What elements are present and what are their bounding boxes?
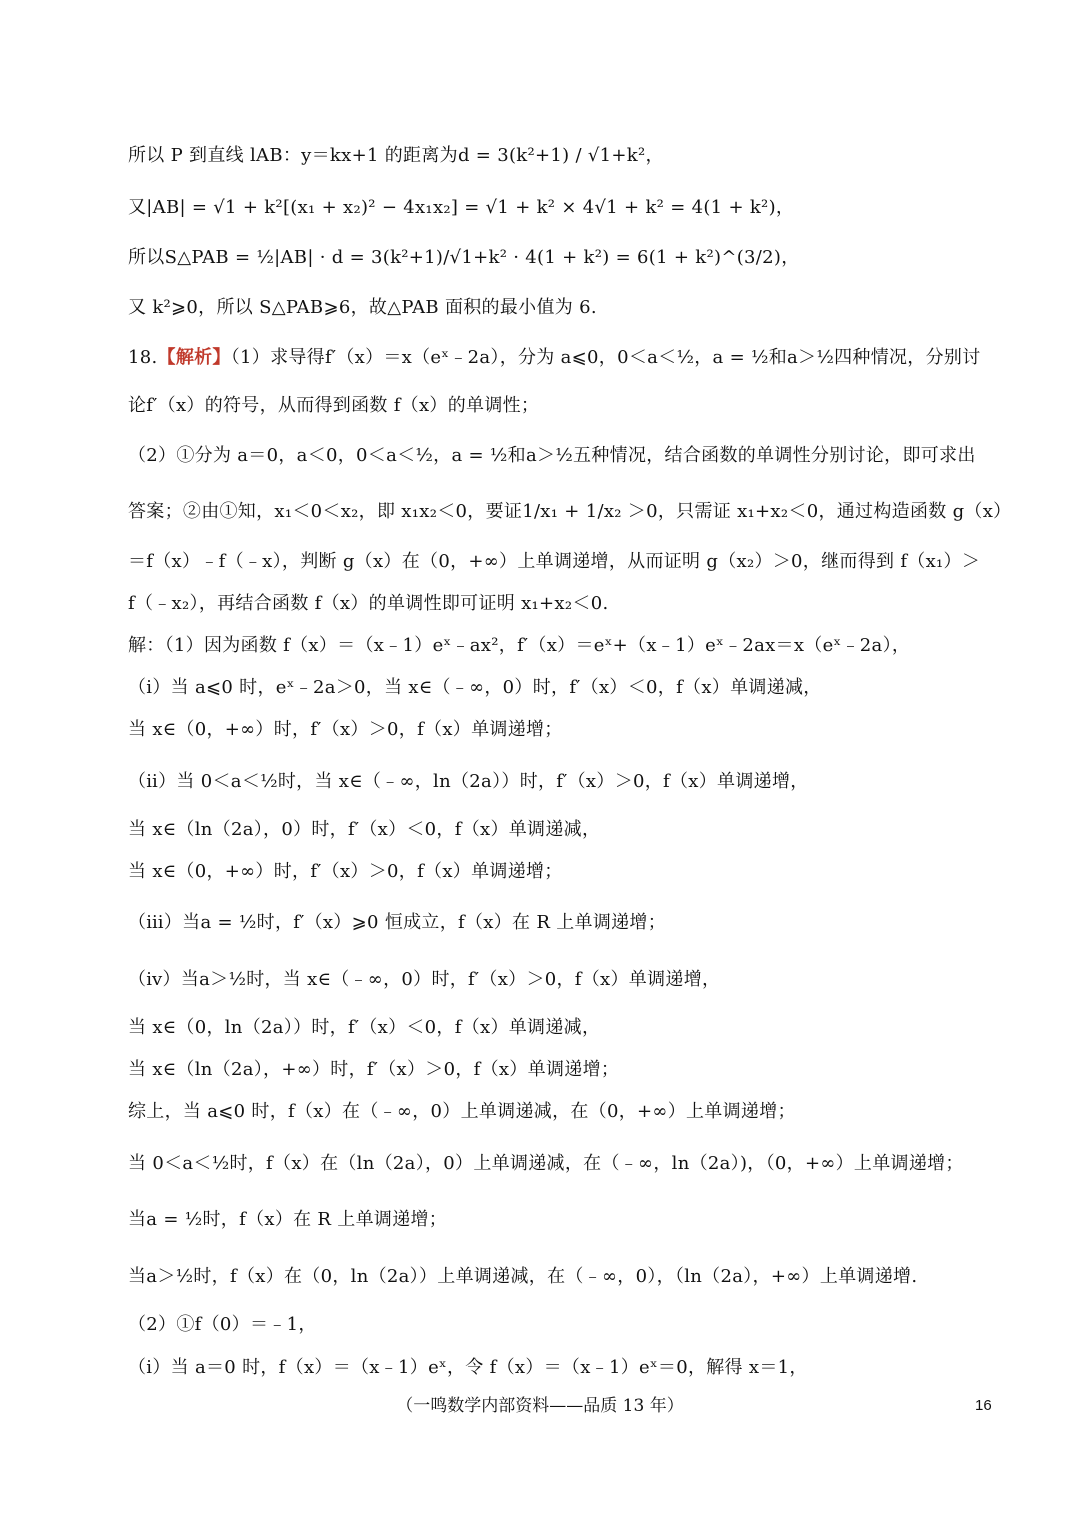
text-line: 当 x∈（0，+∞）时，f′（x）＞0，f（x）单调递增； <box>128 719 563 740</box>
text-line: 当 x∈（ln（2a），+∞）时，f′（x）＞0，f（x）单调递增； <box>128 1059 620 1080</box>
text-line: （ⅰ）当 a＝0 时，f（x）＝（x﹣1）eˣ，令 f（x）＝（x﹣1）eˣ＝0，解得 x＝1， <box>128 1357 808 1378</box>
text-line: 当 x∈（ln（2a），0）时，f′（x）＜0，f（x）单调递减， <box>128 819 601 840</box>
text-line: （ⅳ）当a＞½时，当 x∈（﹣∞，0）时，f′（x）＞0，f（x）单调递增， <box>128 969 721 990</box>
text-line: ＝f（x）﹣f（﹣x），判断 g（x）在（0，+∞）上单调递增，从而证明 g（x₂）＞0，继而得到 f（x₁）＞ <box>128 551 981 572</box>
text-line: 所以 P 到直线 lAB：y＝kx+1 的距离为d = 3(k²+1) / √1+k²， <box>128 145 664 166</box>
text-line: 解：（1）因为函数 f（x）＝（x﹣1）eˣ﹣ax²，f′（x）＝eˣ+（x﹣1）eˣ﹣2ax＝x（eˣ﹣2a）， <box>128 635 911 656</box>
text-line: （ⅱ）当 0＜a＜½时，当 x∈（﹣∞，ln（2a））时，f′（x）＞0，f（x）单调递增， <box>128 771 809 792</box>
text-line: 当 x∈（0，+∞）时，f′（x）＞0，f（x）单调递增； <box>128 861 563 882</box>
analysis-tag: 【解析】 <box>157 347 231 368</box>
text-line: 又 k²⩾0，所以 S△PAB⩾6，故△PAB 面积的最小值为 6. <box>128 297 597 318</box>
problem-18-header <box>128 346 990 370</box>
text-line: 综上，当 a⩽0 时，f（x）在（﹣∞，0）上单调递减，在（0，+∞）上单调递增； <box>128 1101 796 1122</box>
text-line: （2）①f（0）＝﹣1， <box>128 1314 317 1335</box>
text-line: （ⅰ）当 a⩽0 时，eˣ﹣2a＞0，当 x∈（﹣∞，0）时，f′（x）＜0，f（x）单调递减， <box>128 677 822 698</box>
text-line: （1）求导得f′（x）＝x（eˣ﹣2a），分为 a⩽0，0＜a＜½，a = ½和a＞½四种情况，分别讨 <box>230 347 981 368</box>
text-line: 当a = ½时，f（x）在 R 上单调递增； <box>128 1209 448 1230</box>
text-line: f（﹣x₂），再结合函数 f（x）的单调性即可证明 x₁+x₂＜0. <box>128 593 609 614</box>
text-line: 所以S△PAB = ½|AB| · d = 3(k²+1)/√1+k² · 4(1 + k²) = 6(1 + k²)^(3/2)， <box>128 247 800 268</box>
text-line: 论f′（x）的符号，从而得到函数 f（x）的单调性； <box>128 395 540 416</box>
problem-number: 18. <box>128 347 158 368</box>
text-line: （ⅲ）当a = ½时，f′（x）⩾0 恒成立，f（x）在 R 上单调递增； <box>128 912 667 933</box>
text-line: 又|AB| = √1 + k²[(x₁ + x₂)² − 4x₁x₂] = √1 + k² × 4√1 + k² = 4(1 + k²)， <box>128 197 795 218</box>
text-line: 当a＞½时，f（x）在（0，ln（2a））上单调递减，在（﹣∞，0），（ln（2a），+∞）上单调递增. <box>128 1266 918 1287</box>
text-line: 当 0＜a＜½时，f（x）在（ln（2a），0）上单调递减，在（﹣∞，ln（2a）)，（0，+∞）上单调递增； <box>128 1153 964 1174</box>
text-line: （2）①分为 a＝0，a＜0，0＜a＜½，a = ½和a＞½五种情况，结合函数的单调性分别讨论，即可求出 <box>128 445 976 466</box>
text-line: 答案；②由①知，x₁＜0＜x₂，即 x₁x₂＜0，要证1/x₁ + 1/x₂ ＞0，只需证 x₁+x₂＜0，通过构造函数 g（x） <box>128 501 1012 522</box>
text-line: 当 x∈（0，ln（2a））时，f′（x）＜0，f（x）单调递减， <box>128 1017 601 1038</box>
page-footer: （一鸣数学内部资料——品质 13 年） <box>396 1396 684 1416</box>
page-number: 16 <box>975 1397 992 1414</box>
